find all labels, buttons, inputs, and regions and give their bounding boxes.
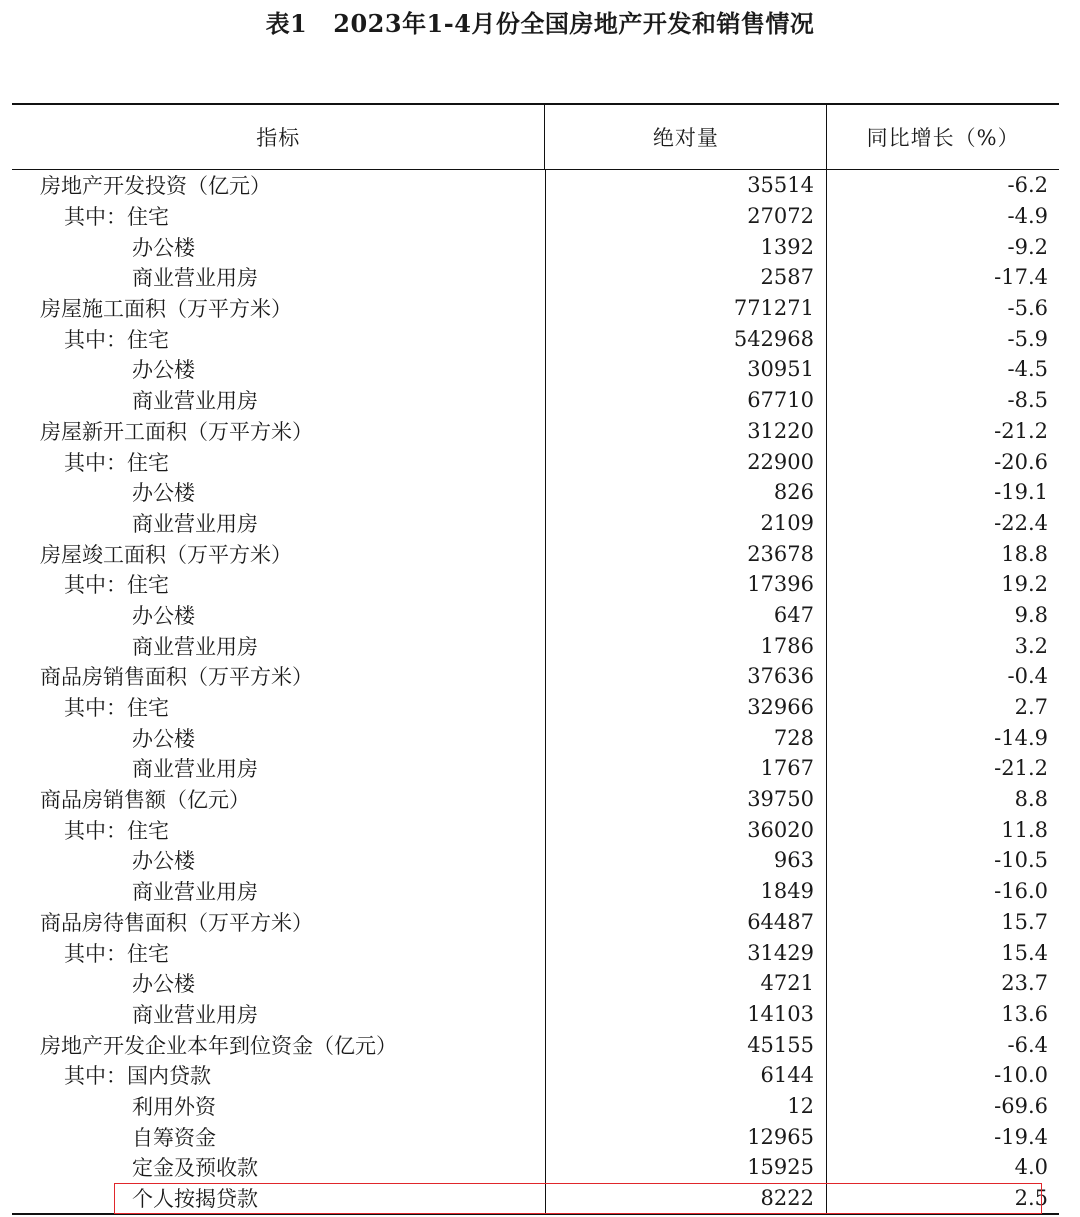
indicator-cell: 办公楼 xyxy=(132,358,195,383)
table-row xyxy=(12,354,1059,385)
table-row xyxy=(12,722,1059,753)
value-cell: 2587 xyxy=(545,262,826,293)
value-cell: 30951 xyxy=(545,354,826,385)
indicator-cell: 商业营业用房 xyxy=(132,634,258,659)
value-cell: 771271 xyxy=(545,293,826,324)
indicator-cell: 房地产开发投资（亿元） xyxy=(40,174,271,199)
growth-cell: -69.6 xyxy=(826,1091,1058,1122)
value-cell: 64487 xyxy=(545,907,826,938)
value-cell: 22900 xyxy=(545,446,826,477)
growth-cell: -0.4 xyxy=(826,661,1058,692)
table-row xyxy=(12,845,1059,876)
indicator-cell: 商品房销售额（亿元） xyxy=(40,788,250,813)
value-cell: 1849 xyxy=(545,876,826,907)
table-row xyxy=(12,937,1059,968)
table-row xyxy=(12,876,1059,907)
indicator-cell: 其中：住宅 xyxy=(64,573,169,598)
growth-cell: -8.5 xyxy=(826,385,1058,416)
value-cell: 6144 xyxy=(545,1060,826,1091)
table-row xyxy=(12,201,1059,232)
value-cell: 12965 xyxy=(545,1121,826,1152)
value-cell: 8222 xyxy=(545,1183,826,1214)
indicator-cell: 房屋竣工面积（万平方米） xyxy=(40,542,292,567)
value-cell: 12 xyxy=(545,1091,826,1122)
indicator-cell: 房地产开发企业本年到位资金（亿元） xyxy=(40,1033,397,1058)
indicator-cell: 其中：住宅 xyxy=(64,818,169,843)
value-cell: 647 xyxy=(545,600,826,631)
indicator-cell: 个人按揭贷款 xyxy=(132,1187,258,1212)
table-row xyxy=(12,1060,1059,1091)
table-row xyxy=(12,968,1059,999)
growth-cell: -6.4 xyxy=(826,1029,1058,1060)
growth-cell: -5.9 xyxy=(826,323,1058,354)
header-yoy-growth: 同比增长（%） xyxy=(826,105,1059,169)
table-row xyxy=(12,323,1059,354)
value-cell: 4721 xyxy=(545,968,826,999)
table-row xyxy=(12,477,1059,508)
table-row xyxy=(12,1029,1059,1060)
indicator-cell: 房屋施工面积（万平方米） xyxy=(40,297,292,322)
table-row xyxy=(12,814,1059,845)
indicator-cell: 办公楼 xyxy=(132,726,195,751)
table-title xyxy=(0,6,1080,42)
value-cell: 27072 xyxy=(545,201,826,232)
table-number: 表1 xyxy=(265,9,308,38)
table-row xyxy=(12,231,1059,262)
table-header xyxy=(12,105,1059,170)
table-row xyxy=(12,784,1059,815)
table-row xyxy=(12,538,1059,569)
indicator-cell: 办公楼 xyxy=(132,849,195,874)
indicator-cell: 房屋新开工面积（万平方米） xyxy=(40,419,313,444)
indicator-cell: 其中：住宅 xyxy=(64,696,169,721)
value-cell: 39750 xyxy=(545,784,826,815)
growth-cell: -10.5 xyxy=(826,845,1058,876)
value-cell: 67710 xyxy=(545,385,826,416)
growth-cell: -10.0 xyxy=(826,1060,1058,1091)
table-row xyxy=(12,907,1059,938)
value-cell: 32966 xyxy=(545,692,826,723)
value-cell: 31220 xyxy=(545,416,826,447)
value-cell: 35514 xyxy=(545,170,826,201)
growth-cell: 13.6 xyxy=(826,999,1058,1030)
growth-cell: -4.9 xyxy=(826,201,1058,232)
indicator-cell: 商业营业用房 xyxy=(132,511,258,536)
growth-cell: 2.5 xyxy=(826,1183,1058,1214)
value-cell: 15925 xyxy=(545,1152,826,1183)
indicator-cell: 办公楼 xyxy=(132,235,195,260)
indicator-cell: 自筹资金 xyxy=(132,1125,216,1150)
growth-cell: -19.1 xyxy=(826,477,1058,508)
indicator-cell: 办公楼 xyxy=(132,481,195,506)
indicator-cell: 其中：住宅 xyxy=(64,327,169,352)
value-cell: 45155 xyxy=(545,1029,826,1060)
value-cell: 17396 xyxy=(545,569,826,600)
value-cell: 31429 xyxy=(545,937,826,968)
table-row xyxy=(12,1183,1059,1214)
indicator-cell: 商业营业用房 xyxy=(132,389,258,414)
growth-cell: 4.0 xyxy=(826,1152,1058,1183)
value-cell: 1786 xyxy=(545,630,826,661)
value-cell: 23678 xyxy=(545,538,826,569)
growth-cell: 19.2 xyxy=(826,569,1058,600)
growth-cell: -21.2 xyxy=(826,753,1058,784)
data-table xyxy=(12,103,1059,1215)
growth-cell: 15.4 xyxy=(826,937,1058,968)
indicator-cell: 其中：住宅 xyxy=(64,450,169,475)
growth-cell: -14.9 xyxy=(826,722,1058,753)
growth-cell: -5.6 xyxy=(826,293,1058,324)
value-cell: 1767 xyxy=(545,753,826,784)
table-row xyxy=(12,1091,1059,1122)
value-cell: 1392 xyxy=(545,231,826,262)
table-body xyxy=(12,170,1059,1213)
growth-cell: 2.7 xyxy=(826,692,1058,723)
table-row xyxy=(12,630,1059,661)
table-row xyxy=(12,446,1059,477)
growth-cell: 23.7 xyxy=(826,968,1058,999)
table-row xyxy=(12,293,1059,324)
growth-cell: 3.2 xyxy=(826,630,1058,661)
growth-cell: 18.8 xyxy=(826,538,1058,569)
table-row xyxy=(12,569,1059,600)
growth-cell: -6.2 xyxy=(826,170,1058,201)
growth-cell: -20.6 xyxy=(826,446,1058,477)
value-cell: 14103 xyxy=(545,999,826,1030)
indicator-cell: 其中：住宅 xyxy=(64,205,169,230)
growth-cell: -19.4 xyxy=(826,1121,1058,1152)
growth-cell: 9.8 xyxy=(826,600,1058,631)
value-cell: 2109 xyxy=(545,508,826,539)
table-row xyxy=(12,600,1059,631)
value-cell: 542968 xyxy=(545,323,826,354)
value-cell: 728 xyxy=(545,722,826,753)
table-row xyxy=(12,262,1059,293)
growth-cell: -16.0 xyxy=(826,876,1058,907)
table-title-text: 2023年1-4月份全国房地产开发和销售情况 xyxy=(333,9,815,38)
table-row xyxy=(12,508,1059,539)
indicator-cell: 其中：国内贷款 xyxy=(64,1064,211,1089)
table-row xyxy=(12,753,1059,784)
table-row xyxy=(12,416,1059,447)
indicator-cell: 商业营业用房 xyxy=(132,1002,258,1027)
indicator-cell: 定金及预收款 xyxy=(132,1156,258,1181)
table-row xyxy=(12,661,1059,692)
table-row xyxy=(12,170,1059,201)
table-row xyxy=(12,999,1059,1030)
indicator-cell: 办公楼 xyxy=(132,603,195,628)
growth-cell: -9.2 xyxy=(826,231,1058,262)
value-cell: 37636 xyxy=(545,661,826,692)
growth-cell: -17.4 xyxy=(826,262,1058,293)
value-cell: 826 xyxy=(545,477,826,508)
indicator-cell: 利用外资 xyxy=(132,1094,216,1119)
table-row xyxy=(12,1152,1059,1183)
indicator-cell: 商业营业用房 xyxy=(132,266,258,291)
table-row xyxy=(12,385,1059,416)
value-cell: 36020 xyxy=(545,814,826,845)
indicator-cell: 其中：住宅 xyxy=(64,941,169,966)
growth-cell: -4.5 xyxy=(826,354,1058,385)
growth-cell: 15.7 xyxy=(826,907,1058,938)
value-cell: 963 xyxy=(545,845,826,876)
indicator-cell: 商品房销售面积（万平方米） xyxy=(40,665,313,690)
indicator-cell: 商业营业用房 xyxy=(132,757,258,782)
growth-cell: 11.8 xyxy=(826,814,1058,845)
growth-cell: 8.8 xyxy=(826,784,1058,815)
table-row xyxy=(12,1121,1059,1152)
indicator-cell: 商业营业用房 xyxy=(132,880,258,905)
header-absolute-value: 绝对量 xyxy=(544,105,826,169)
growth-cell: -22.4 xyxy=(826,508,1058,539)
table-row xyxy=(12,692,1059,723)
indicator-cell: 办公楼 xyxy=(132,972,195,997)
growth-cell: -21.2 xyxy=(826,416,1058,447)
header-indicator: 指标 xyxy=(256,126,301,150)
indicator-cell: 商品房待售面积（万平方米） xyxy=(40,910,313,935)
